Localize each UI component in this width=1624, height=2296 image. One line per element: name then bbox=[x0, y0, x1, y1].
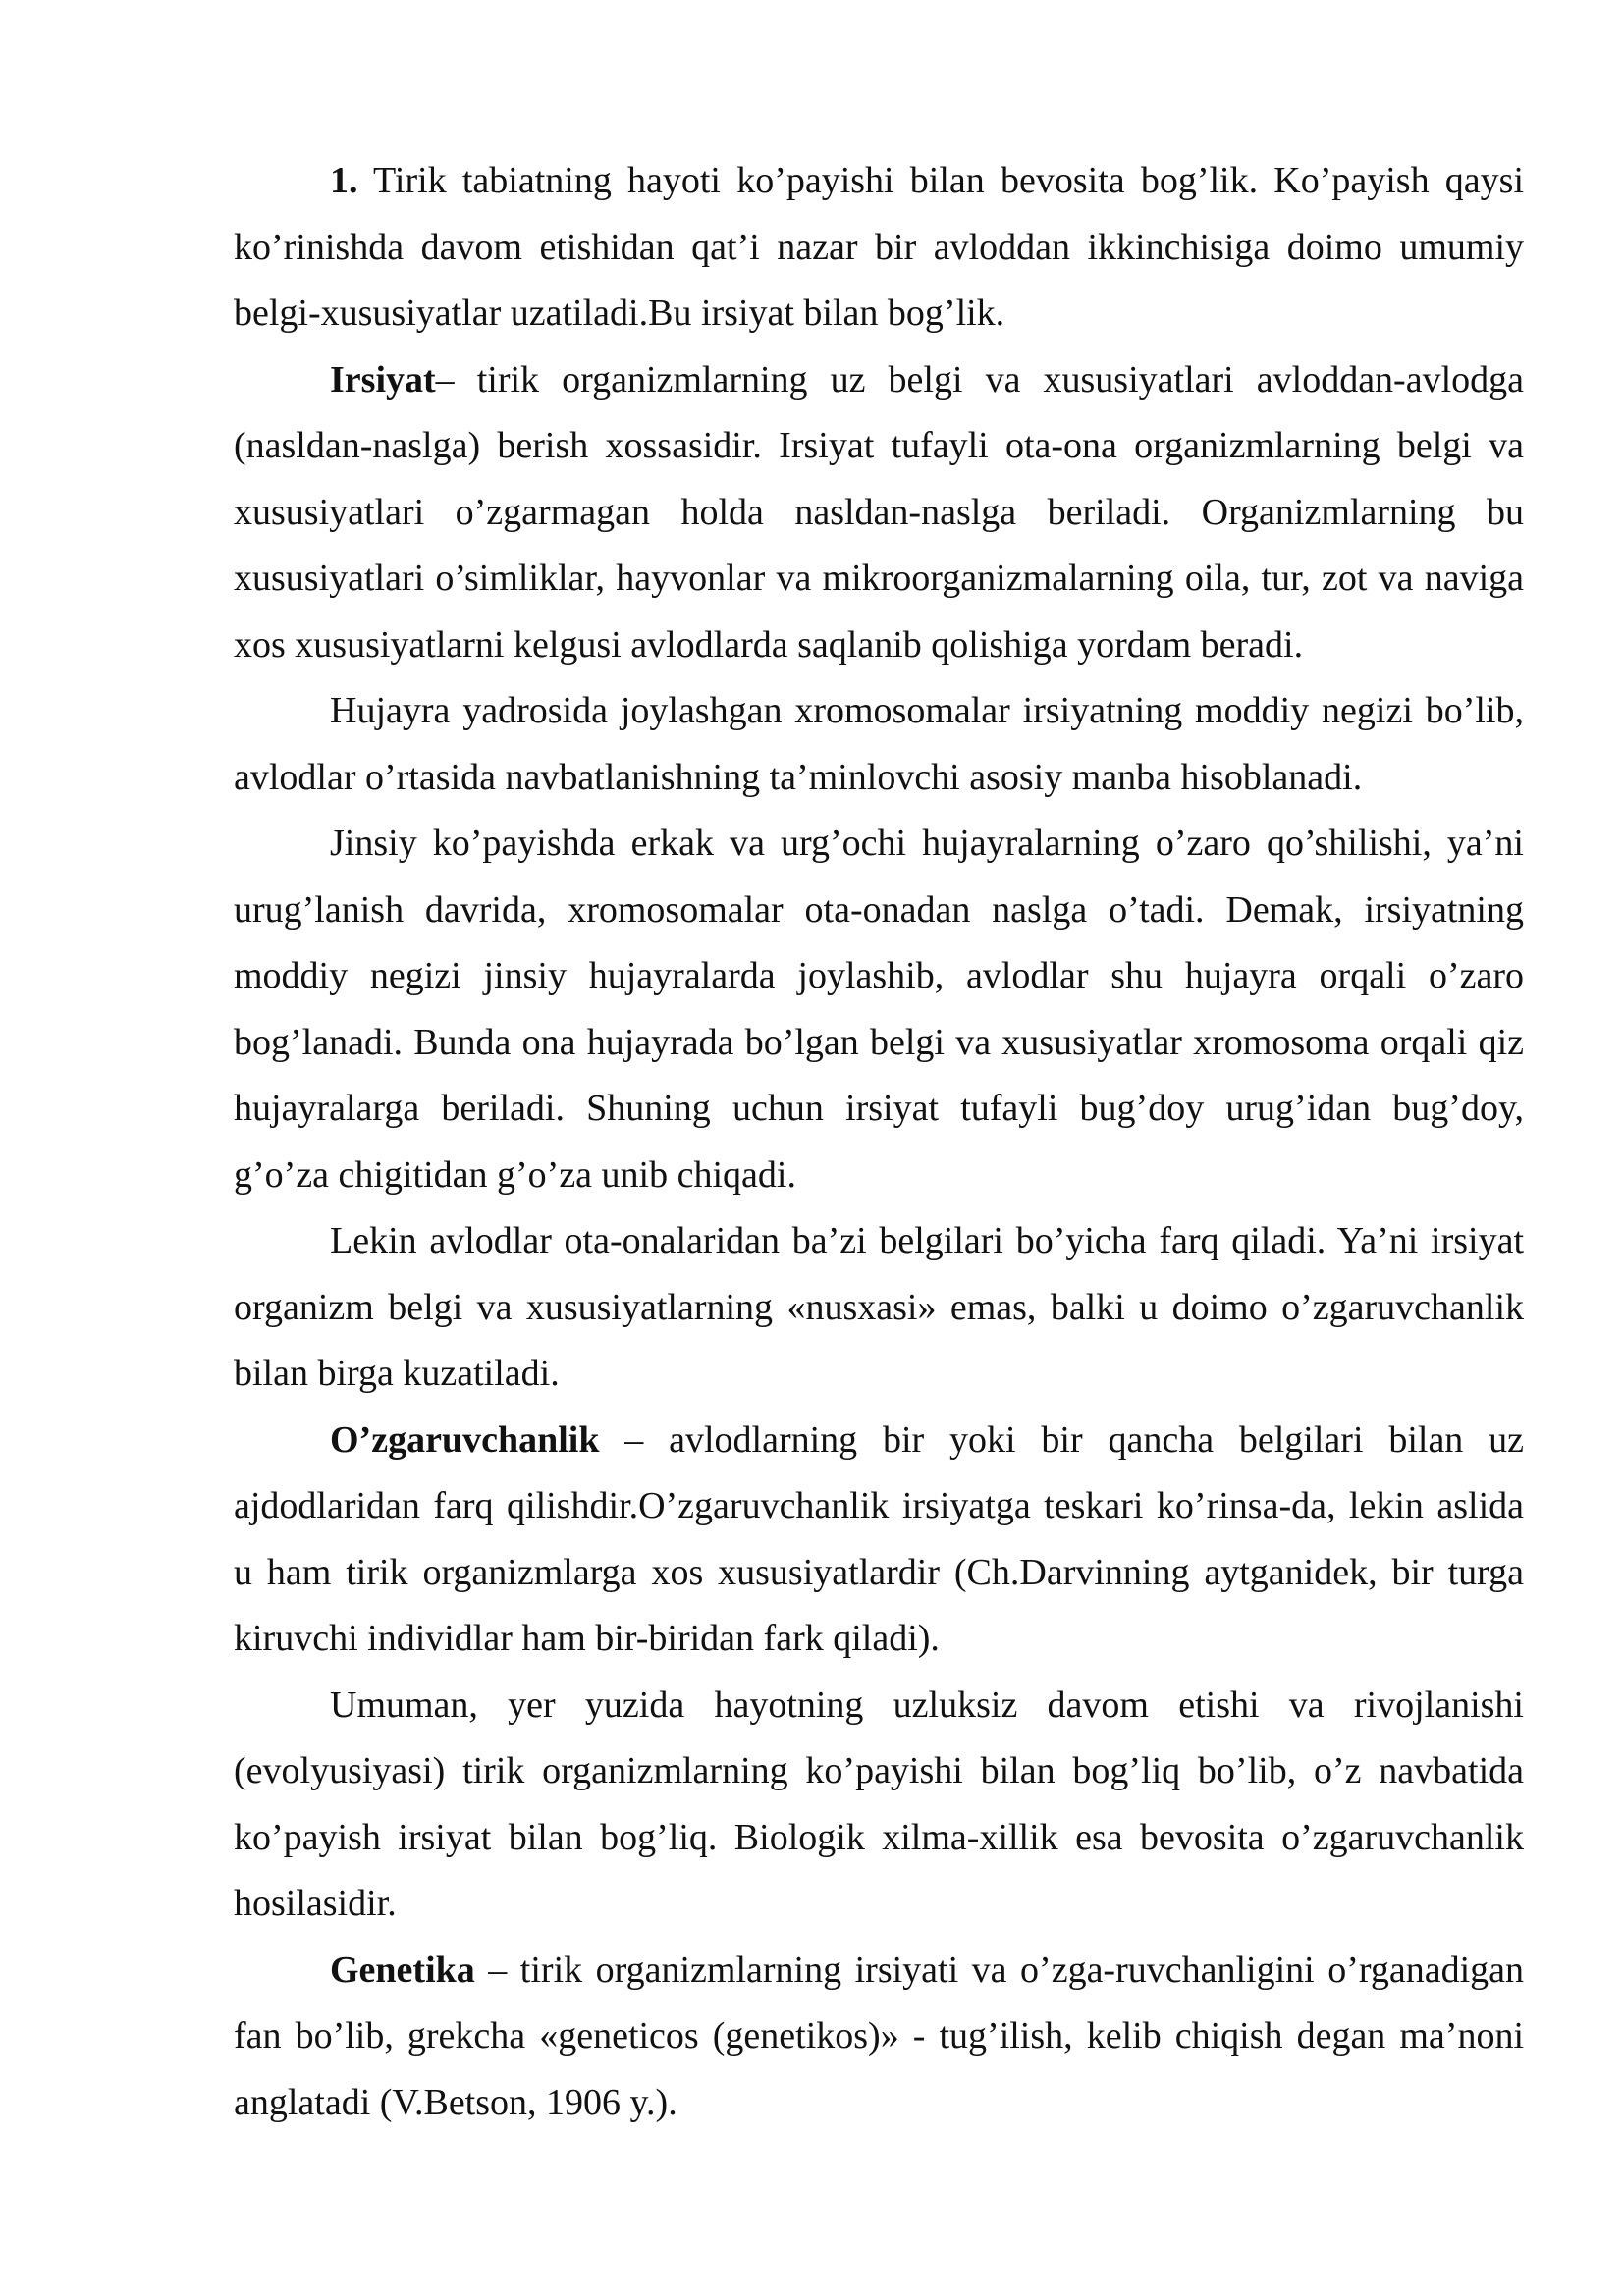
paragraph-4 bbox=[234, 811, 1524, 1208]
paragraph-6-text: – avlodlarning bir yoki bir qancha belgilari bilan uz ajdodlaridan farq qilishdir.O’zgaruvchanlik irsiyatga teskari ko’rinsa-da, lekin aslida u ham tirik organizmlarga xos xususiyatlardir (Ch.Darvinning aytganidek, bir turga kiruvchi individlar ham bir-biridan fark qiladi). bbox=[234, 1418, 1524, 1659]
paragraph-3 bbox=[234, 678, 1524, 811]
paragraph-8-term: Genetika bbox=[330, 1949, 475, 1991]
paragraph-1 bbox=[234, 148, 1524, 347]
paragraph-5-text: Lekin avlodlar ota-onalaridan ba’zi belgilari bo’yicha farq qiladi. Ya’ni irsiyat organizm belgi va xususiyatlarning «nusxasi» emas, balki u doimo o’zgaruvchanlik bilan birga kuzatiladi. bbox=[234, 1220, 1524, 1394]
paragraph-2 bbox=[234, 347, 1524, 679]
paragraph-7 bbox=[234, 1673, 1524, 1938]
paragraph-5 bbox=[234, 1208, 1524, 1408]
paragraph-1-lead: 1. bbox=[330, 160, 358, 201]
paragraph-4-text: Jinsiy ko’payishda erkak va urg’ochi hujayralarning o’zaro qo’shilishi, ya’ni urug’lanish davrida, xromosomalar ota-onadan naslga o’tadi. Demak, irsiyatning moddiy negizi jinsiy hujayralarda joylashib, avlodlar shu hujayra orqali o’zaro bog’lanadi. Bunda ona hujayrada bo’lgan belgi va xususiyatlar xromosoma orqali qiz hujayralarga beriladi. Shuning uchun irsiyat tufayli bug’doy urug’idan bug’doy, g’o’za chigitidan g’o’za unib chiqadi. bbox=[234, 823, 1524, 1196]
paragraph-6-term: O’zgaruvchanlik bbox=[330, 1418, 600, 1461]
paragraph-8-text: – tirik organizmlarning irsiyati va o’zga-ruvchanligini o’rganadigan fan bo’lib, grekcha «geneticos (genetikos)» - tug’ilish, kelib chiqish degan ma’noni anglatadi (V.Betson, 1906 y.). bbox=[234, 1949, 1524, 2123]
paragraph-3-text: Hujayra yadrosida joylashgan xromosomalar irsiyatning moddiy negizi bo’lib, avlodlar o’rtasida navbatlanishning ta’minlovchi asosiy manba hisoblanadi. bbox=[234, 690, 1524, 798]
paragraph-8 bbox=[234, 1938, 1524, 2137]
document-page bbox=[234, 148, 1524, 2136]
paragraph-6 bbox=[234, 1408, 1524, 1673]
paragraph-2-term: Irsiyat bbox=[330, 358, 436, 400]
paragraph-1-text: Tirik tabiatning hayoti ko’payishi bilan bevosita bog’lik. Ko’payish qaysi ko’rinishda davom etishidan qat’i nazar bir avloddan ikkinchisiga doimo umumiy belgi-xususiyatlar uzatiladi.Bu irsiyat bilan bog’lik. bbox=[234, 160, 1524, 334]
paragraph-2-text: – tirik organizmlarning uz belgi va xususiyatlari avloddan-avlodga (nasldan-naslga) berish xossasidir. Irsiyat tufayli ota-ona organizmlarning belgi va xususiyatlari o’zgarmagan holda nasldan-naslga beriladi. Organizmlarning bu xususiyatlari o’simliklar, hayvonlar va mikroorganizmalarning oila, tur, zot va naviga xos xususiyatlarni kelgusi avlodlarda saqlanib qolishiga yordam beradi. bbox=[234, 358, 1524, 666]
paragraph-7-text: Umuman, yer yuzida hayotning uzluksiz davom etishi va rivojlanishi (evolyusiyasi) tirik organizmlarning ko’payishi bilan bog’liq bo’lib, o’z navbatida ko’payish irsiyat bilan bog’liq. Biologik xilma-xillik esa bevosita o’zgaruvchanlik hosilasidir. bbox=[234, 1683, 1524, 1924]
